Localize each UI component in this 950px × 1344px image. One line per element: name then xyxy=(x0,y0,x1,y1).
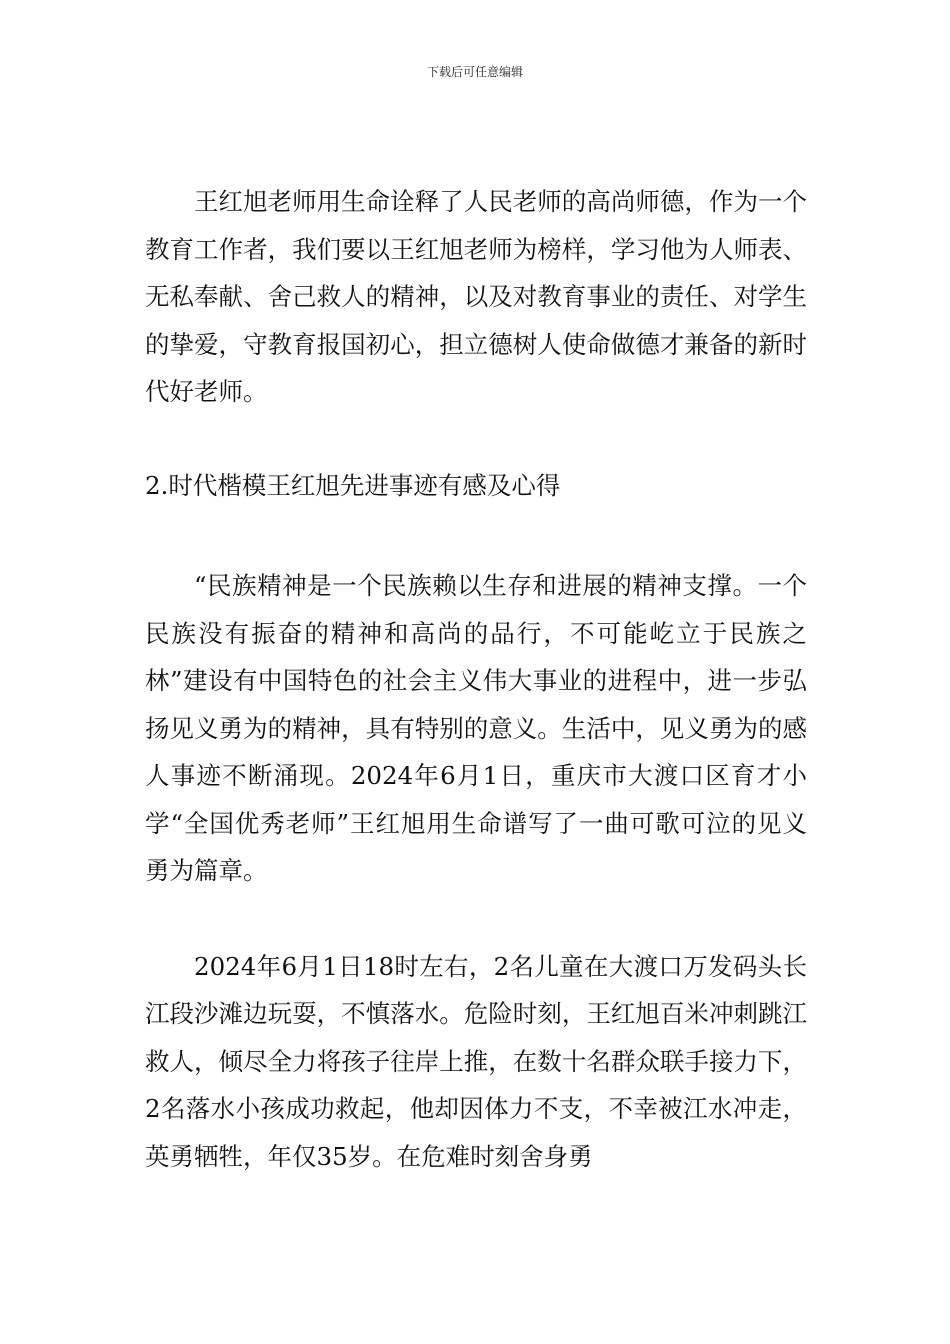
section-heading-2: 2.时代楷模王红旭先进事迹有感及心得 xyxy=(145,470,561,500)
paragraph-1: 王红旭老师用生命诠释了人民老师的高尚师德，作为一个教育工作者，我们要以王红旭老师为榜样，学习他为人师表、无私奉献、舍己救人的精神，以及对教育事业的责任、对学生的挚爱，守教育报国初心，担立德树人使命做德才兼备的新时代好老师。 xyxy=(145,187,807,406)
document-body xyxy=(145,178,807,1180)
paragraph-2: “民族精神是一个民族赖以生存和进展的精神支撑。一个民族没有振奋的精神和高尚的品行，不可能屹立于民族之林”建设有中国特色的社会主义伟大事业的进程中，进一步弘扬见义勇为的精神，具有特别的意义。生活中，见义勇为的感人事迹不断涌现。2024年6月1日，重庆市大渡口区育才小学“全国优秀老师”王红旭用生命谱写了一曲可歌可泣的见义勇为篇章。 xyxy=(145,571,807,885)
paragraph-3: 2024年6月1日18时左右，2名儿童在大渡口万发码头长江段沙滩边玩耍，不慎落水。危险时刻，王红旭百米冲刺跳江救人，倾尽全力将孩子往岸上推，在数十名群众联手接力下，2名落水小孩成功救起，他却因体力不支，不幸被江水冲走，英勇牺牲，年仅35岁。在危难时刻舍身勇 xyxy=(145,951,807,1171)
page-header-note: 下载后可任意编辑 xyxy=(426,65,523,79)
